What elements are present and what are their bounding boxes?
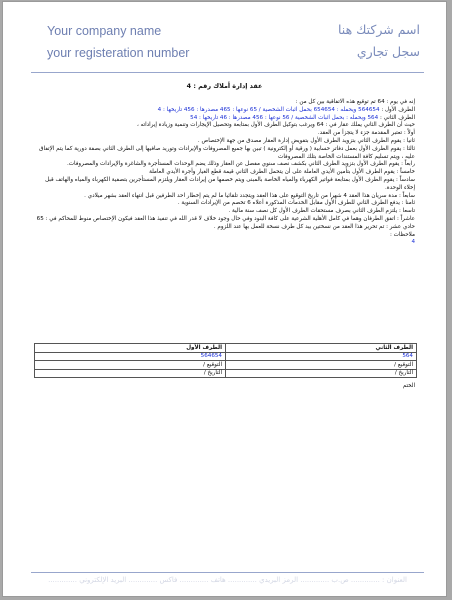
party2-name: 564 [367,114,379,121]
contract-title: عقد إدارة أملاك رقم : 4 [186,82,263,90]
clause-10: عاشراً : اتفق الطرفان وهما في كامل الأهلية الشرعية على كافة البنود وفي حال وجود خلاف لا قدر الله في تنفيذ هذا العقد فيكون الإختصاص منوط للمحاكم في : 65 [36,215,415,222]
clause-5: خامساً : يقوم الطرف الأول بتأمين الأيدي العاملة على أن يتحمل الطرف الثاني قيمة قطع الغيار وأجرة الأيدي العاملة [149,169,415,176]
registration-number-en: your registeration number [47,46,190,60]
intro-line: إنه في يوم : 64 تم توقيع هذه الاتفاقية بين كل من : [295,99,415,105]
party1-header: الطرف الأول [35,344,226,353]
party2-header: الطرف الثاني [226,344,417,353]
party1-line [34,107,415,115]
clause-4: رابعاً : يقوم الطرف الأول بتزويد الطرف الثاني بكشف نصف سنوي مفصل عن العقار وذلك يضم الوحدات المستأجرة والشاغرة والإيرادات والمصروفات. [67,161,415,168]
party1-sign-name: 564654 [35,352,226,361]
page-footer [31,570,424,588]
clause-9: تاسعا : يلتزم الطرف الثاني بصرف مستحقات الطرف الأول كل نصف سنة مالية . [228,208,415,215]
contract-body [34,99,415,247]
notes-value: 4 [411,239,415,246]
preamble: حيث أن الطرف الثاني يملك عقار في : 64 ويرغب بتوكيل الطرف الأول بمتابعة وتحصيل الإيجارات وتنمية وزيادة إيراداته ، [136,122,415,129]
registration-number-ar: سجل تجاري [356,44,420,59]
stamp-label: الختم [402,383,415,389]
signature-table [34,343,417,378]
party1-details: ويحمله : 654654 بحمل اثبات الشخصية / 65 نوعها : 465 مصدرها : 456 تاريخها : [163,106,357,113]
party2-number: 54 [190,114,198,121]
table-row [35,361,417,370]
party2-date-label: التاريخ / [226,369,417,378]
table-row [35,369,417,378]
party2-details: ويحمله : بحمل اثبات الشخصية / 56 نوعها : 456 مصدرها : 46 تاريخها : [199,114,366,121]
clause-8: ثامنا : يدفع الطرف الثاني للطرف الأول مقابل الخدمات المذكورة أعلاه 6 تخصم من الإيرادات السنوية . [177,200,415,207]
table-row [35,352,417,361]
document-page [3,2,446,596]
company-name-en: Your company name [47,24,162,38]
party1-date-label: التاريخ / [35,369,226,378]
party2-signature-label: التوقيع / [226,361,417,370]
party1-prefix: الطرف الأول : [381,106,415,113]
clause-6: سادساً : يقوم الطرف الأول بمتابعة فواتير الكهرباء والمياه الخاصة بالمبنى ويتم خصمها من إيرادات العقار ويلتزم المستأجرين بتصفية الكهرباء والمياه والهاتف قبل إخلاء الوحدة. [45,176,415,191]
party1-name: 564654 [358,106,380,113]
company-name-ar: اسم شركتك هنا [337,22,420,37]
footer-text: العنوان : ............. ص.ب ............. الرمز البريدي ............. هاتف ............. فاكس ............. البريد الإلكتروني ............. [48,576,407,584]
footer-divider [31,572,424,573]
party1-signature-label: التوقيع / [35,361,226,370]
clause-11: حادي عشر : تم تحرير هذا العقد من نسختين بيد كل طرف نسخة للعمل بها عند اللزوم . [213,223,415,230]
party2-sign-name: 564 [226,352,417,361]
notes-label: ملاحظات : [389,231,415,238]
clause-7: سابعاً : مدة سريان هذا العقد 4 شهرا من تاريخ التوقيع على هذا العقد ويتجدد تلقائيا ما لم يتم إخطار احد الطرفين قبل انتهاء العقد بشهر ميلادي . [84,192,415,199]
clause-3: ثالثا : يقوم الطرف الأول بعمل دفاتر حسابية ( ورقية أو إلكترونية ) تبين بها جميع المصروفات والإيرادات وتوريد صافيها إلى الطرف الثاني بصفة دورية كما يتم الإتفاق عليه ، ويتم تسليم كافة المستندات الخاصة بتلك المصروفات [39,145,415,160]
party1-number: 4 [157,106,162,113]
header-divider [31,72,424,73]
table-row [35,344,417,353]
clause-1: أولاً : تعتبر المقدمة جزء لا يتجزأ من العقد. [317,130,415,137]
party2-prefix: الطرف الثاني : [379,114,415,121]
clause-2: ثانيا : يقوم الطرف الثاني بتزويد الطرف الأول بتفويض إدارة العقار مصدق من جهة الإختصاص . [197,137,415,144]
